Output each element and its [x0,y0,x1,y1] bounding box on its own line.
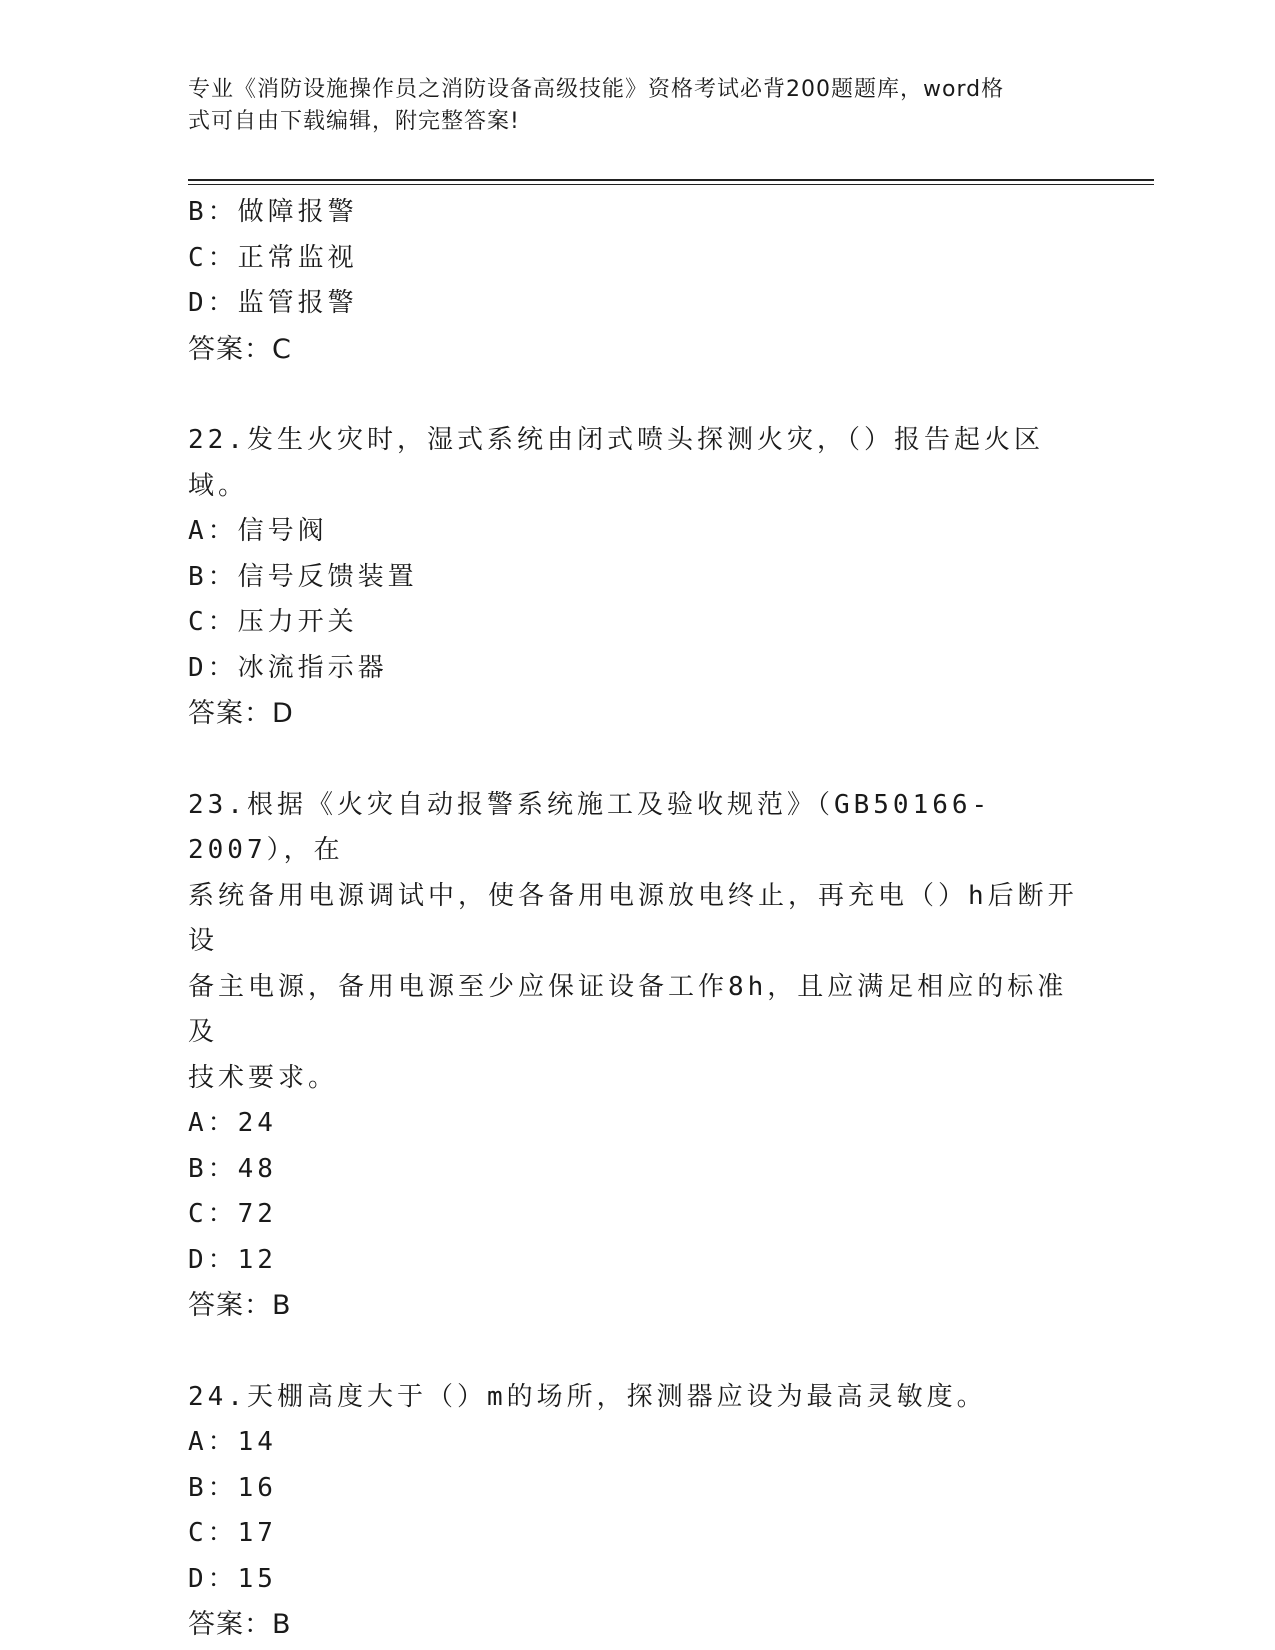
question-text-line: 备主电源，备用电源至少应保证设备工作8h，且应满足相应的标准及 [188,971,1068,1047]
question-text [188,1375,1088,1421]
option-a: A：信号阀 [188,516,328,546]
option-d: D：冰流指示器 [188,652,388,683]
spacer [188,372,1088,418]
header-divider-thick [188,179,1154,181]
answer-line: 答案：B [188,1290,292,1321]
option-b: B：信号反馈装置 [188,561,418,592]
question-text [188,783,1088,1102]
option-c: C：正常监视 [188,242,358,273]
question-text-line: 技术要求。 [188,1062,339,1093]
question-22 [188,418,1088,737]
spacer [188,737,1088,783]
question-text-line: 系统备用电源调试中，使各备用电源放电终止，再充电（）h后断开设 [188,880,1078,956]
option-b: B：48 [188,1153,277,1184]
option-d: D：15 [188,1563,277,1594]
spacer [188,1329,1088,1375]
answer-line: 答案：C [188,333,292,365]
option-c: C：72 [188,1199,277,1229]
option-c: C：压力开关 [188,607,358,637]
header-line-2: 式可自由下载编辑，附完整答案! [188,109,520,134]
option-c: C：17 [188,1518,277,1548]
question-text [188,418,1088,509]
option-d: D：12 [188,1244,277,1275]
question-text-line: 22.发生火灾时，湿式系统由闭式喷头探测火灾，（）报告起火区域。 [188,425,1044,501]
option-d: D：监管报警 [188,288,358,318]
document-header [188,74,1068,138]
option-b: B：做障报警 [188,197,358,227]
header-line-1: 专业《消防设施操作员之消防设备高级技能》资格考试必背200题题库，word格 [188,77,1005,102]
question-24 [188,1375,1088,1648]
question-text-line: 24.天棚高度大于（）m的场所，探测器应设为最高灵敏度。 [188,1381,987,1412]
question-list [188,190,1088,1648]
question-text-line: 23.根据《火灾自动报警系统施工及验收规范》（GB50166-2007），在 [188,789,992,865]
header-divider-thin [188,184,1154,185]
answer-line: 答案：D [188,698,294,729]
option-a: A：24 [188,1108,277,1138]
option-a: A：14 [188,1427,277,1457]
answer-line: 答案：B [188,1609,292,1640]
question-23 [188,783,1088,1329]
option-b: B：16 [188,1472,277,1503]
question-21-continued [188,190,1088,372]
